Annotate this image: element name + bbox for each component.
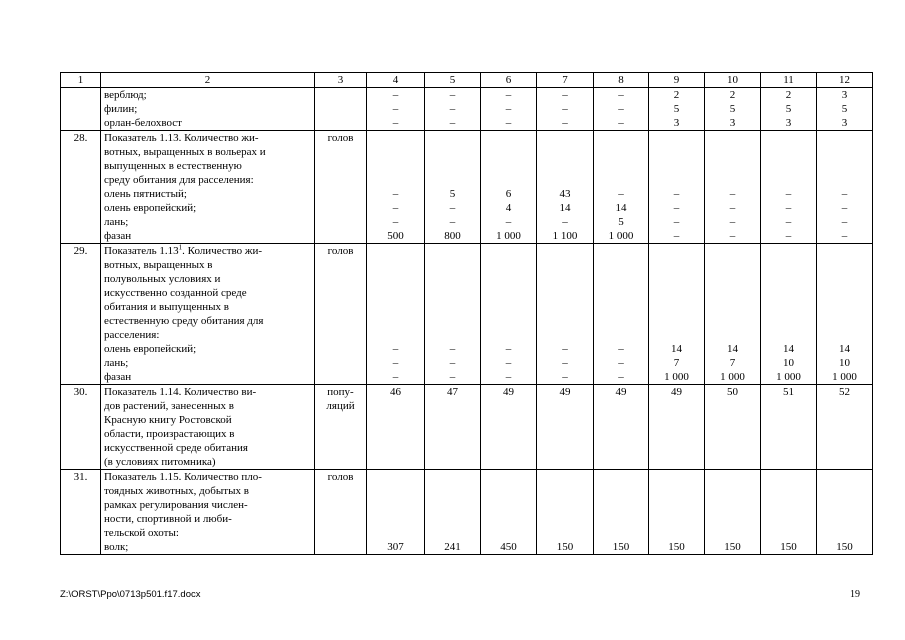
value: 5 [449,188,456,200]
row-number [61,88,101,131]
value-cell [425,385,481,470]
value: – [392,103,399,115]
indicator-line-part: . Количество жи- [182,245,263,257]
value: – [505,343,512,355]
value-cell [367,385,425,470]
value: – [673,216,680,228]
value: 10 [839,357,850,369]
indicator-line: среду обитания для расселения: [104,174,254,186]
value: – [562,216,568,228]
value: 14 [615,202,627,214]
table-row [61,385,873,470]
indicator-line: волк; [104,541,129,553]
value-cell [481,470,537,555]
value: 1 000 [776,371,801,383]
indicator-line: орлан-белохвост [104,117,182,129]
value: – [449,357,456,369]
value-cell [481,244,537,385]
value: 7 [729,357,736,369]
unit-cell [315,88,367,131]
value-cell [649,88,705,131]
value: 49 [503,386,514,398]
indicator-line: Показатель 1.15. Количество пло- [104,471,262,483]
table-row [61,244,873,385]
value: 4 [505,202,512,214]
value: – [392,188,399,200]
value: – [392,357,399,369]
value: – [618,371,624,383]
value: 3 [785,117,792,129]
value: 6 [505,188,512,200]
unit-line: ляций [326,400,355,412]
value: – [729,202,736,214]
value-cell [817,470,873,555]
value: – [392,117,399,129]
value-cell [481,385,537,470]
value: – [505,371,512,383]
value: 49 [559,386,571,398]
indicator-line: Показатель 1.13. Количество жи- [104,132,259,144]
value-cell [649,131,705,244]
value: – [505,117,512,129]
value: – [841,230,848,242]
value: 241 [444,541,461,553]
value-cell [367,244,425,385]
value: – [562,357,568,369]
value: – [392,216,399,228]
value: 5 [841,103,848,115]
value: 5 [618,216,624,228]
value-cell [817,131,873,244]
indicator-line: искусственной среде обитания [104,442,248,454]
value: – [618,343,624,355]
value-cell [817,385,873,470]
indicator-superscript: 1 [178,243,183,252]
value: – [392,202,399,214]
page-number: 19 [850,589,860,600]
value-cell [705,88,761,131]
file-path: Z:\ORST\Ppo\0713p501.f17.docx [60,589,201,600]
value: – [449,117,456,129]
indicator-line: вотных, выращенных в вольерах и [104,146,266,158]
value: 51 [783,386,794,398]
value: 43 [559,188,571,200]
col-header-5: 5 [425,73,481,88]
value-cell [705,131,761,244]
value: 52 [839,386,850,398]
header-row [61,73,873,88]
value: 3 [841,117,848,129]
value-cell [425,88,481,131]
value-cell [594,385,649,470]
indicator-line: филин; [104,103,138,115]
indicator-line: Показатель 1.14. Количество ви- [104,386,257,398]
value: 14 [727,343,738,355]
value: 150 [836,541,853,553]
indicator-line: рамках регулирования числен- [104,499,248,511]
value: 3 [841,89,848,101]
value: 1 000 [832,371,857,383]
unit-line: голов [327,471,354,483]
value: 2 [673,89,680,101]
value: 3 [673,117,680,129]
indicator-line: тоядных животных, добытых в [104,485,249,497]
value: – [673,230,680,242]
value: 1 000 [720,371,745,383]
col-header-9: 9 [649,73,705,88]
indicators-table [60,72,873,555]
value-cell [594,131,649,244]
value: – [785,188,792,200]
value: 14 [783,343,794,355]
table-body [61,88,873,555]
col-header-11: 11 [761,73,817,88]
indicator-line: фазан [104,371,132,383]
value: 49 [671,386,682,398]
col-header-2: 2 [101,73,315,88]
unit-line: попу- [327,386,354,398]
value: – [505,357,512,369]
value: – [841,202,848,214]
indicator-line-part: Показатель 1.13 [104,245,179,257]
value: – [562,89,568,101]
value: – [449,89,456,101]
indicator-line: лань; [104,357,129,369]
unit-cell [315,385,367,470]
col-header-3: 3 [315,73,367,88]
value-cell [761,131,817,244]
value: – [562,103,568,115]
col-header-4: 4 [367,73,425,88]
col-header-6: 6 [481,73,537,88]
value: 150 [780,541,797,553]
indicator-line: естественную среду обитания для [104,315,264,327]
value-cell [481,88,537,131]
value-cell [705,470,761,555]
value: 5 [785,103,792,115]
unit-line: голов [327,132,354,144]
unit-cell [315,131,367,244]
indicator-line: (в условиях питомника) [104,456,216,468]
indicator-line: олень пятнистый; [104,188,187,200]
value: – [729,216,736,228]
value: – [562,371,568,383]
value: 2 [729,89,736,101]
value: – [449,202,456,214]
value: – [673,202,680,214]
value: 47 [447,386,458,398]
indicator-line: дов растений, занесенных в [104,400,234,412]
value-cell [594,470,649,555]
value-cell [367,470,425,555]
value-cell [817,244,873,385]
indicator-line: тельской охоты: [104,527,179,539]
indicator-line: расселения: [104,329,160,341]
row-number: 30. [61,385,101,470]
value: – [618,188,624,200]
value-cell [537,131,594,244]
value: – [841,216,848,228]
value: 150 [556,541,574,553]
value-cell [367,131,425,244]
col-header-12: 12 [817,73,873,88]
value-cell [649,385,705,470]
row-number: 28. [61,131,101,244]
indicator-line: обитания и выпущенных в [104,301,229,313]
value: – [449,371,456,383]
value-cell [761,470,817,555]
indicator-line: лань; [104,216,129,228]
col-header-1: 1 [61,73,101,88]
row-number: 31. [61,470,101,555]
table-row [61,131,873,244]
value: – [841,188,848,200]
value: 450 [500,541,517,553]
value: – [505,103,512,115]
indicator-line: фазан [104,230,132,242]
value: 1 000 [496,230,521,242]
indicator-line: Красную книгу Ростовской [104,414,232,426]
indicator-line: полувольных условиях и [104,273,221,285]
value: – [562,343,568,355]
indicator-text [101,244,315,385]
value: 1 000 [608,230,634,242]
indicator-text [101,385,315,470]
value: 14 [839,343,850,355]
value-cell [537,88,594,131]
value: – [785,230,792,242]
indicator-line: верблюд; [104,89,147,101]
value-cell [649,244,705,385]
value-cell [705,385,761,470]
table-row [61,88,873,131]
value: 14 [559,202,571,214]
value-cell [649,470,705,555]
value: 5 [673,103,680,115]
value-cell [367,88,425,131]
value: 3 [729,117,736,129]
indicator-line [104,244,311,258]
indicator-line: ности, спортивной и люби- [104,513,232,525]
table-row [61,470,873,555]
col-header-10: 10 [705,73,761,88]
unit-cell [315,244,367,385]
value: 1 100 [552,230,578,242]
value: – [449,216,456,228]
indicator-text [101,131,315,244]
value-cell [481,131,537,244]
unit-line: голов [327,245,354,257]
value: – [785,202,792,214]
value: 150 [668,541,685,553]
col-header-7: 7 [537,73,594,88]
value: – [729,188,736,200]
value-cell [537,244,594,385]
value: 800 [444,230,461,242]
value: – [392,343,399,355]
indicator-line: вотных, выращенных в [104,259,213,271]
value: 2 [785,89,792,101]
value: 46 [390,386,401,398]
value: – [505,89,512,101]
value: 7 [673,357,680,369]
value: 14 [671,343,682,355]
value: – [785,216,792,228]
indicator-line: области, произрастающих в [104,428,235,440]
value: 49 [615,386,627,398]
value-cell [537,385,594,470]
value-cell [537,470,594,555]
unit-cell [315,470,367,555]
value: 10 [783,357,794,369]
indicator-line: выпущенных в естественную [104,160,242,172]
value: – [729,230,736,242]
value-cell [425,470,481,555]
value: – [449,343,456,355]
indicator-line: олень европейский; [104,343,197,355]
value: – [449,103,456,115]
value-cell [705,244,761,385]
col-header-8: 8 [594,73,649,88]
value: – [618,89,624,101]
value: 150 [724,541,741,553]
value: – [618,117,624,129]
value: – [392,371,399,383]
indicator-text [101,470,315,555]
value-cell [594,244,649,385]
value: – [392,89,399,101]
value: 500 [387,230,404,242]
indicator-text [101,88,315,131]
value: – [562,117,568,129]
value-cell [425,131,481,244]
value-cell [425,244,481,385]
value: 1 000 [664,371,689,383]
value-cell [761,244,817,385]
indicator-line: олень европейский; [104,202,197,214]
value-cell [761,88,817,131]
value: 150 [612,541,630,553]
value: 50 [727,386,738,398]
value: – [505,216,512,228]
value: 5 [729,103,736,115]
value-cell [761,385,817,470]
value: – [673,188,680,200]
value: 307 [387,541,404,553]
value: – [618,103,624,115]
value: – [618,357,624,369]
value-cell [594,88,649,131]
value-cell [817,88,873,131]
row-number: 29. [61,244,101,385]
indicator-line: искусственно созданной среде [104,287,247,299]
